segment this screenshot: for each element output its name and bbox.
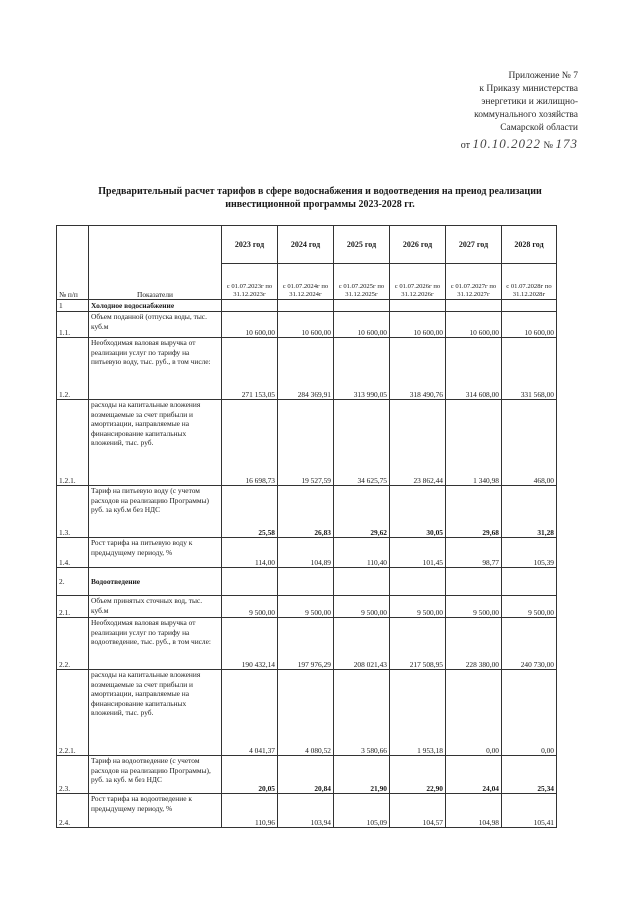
value-cell [222,568,278,596]
value-cell: 105,09 [334,794,390,828]
value-cell: 26,83 [278,486,334,538]
tariff-table [56,225,557,828]
table-row [57,794,557,828]
value-cell: 228 380,00 [446,618,502,670]
row-label: Объем принятых сточных вод, тыс. куб.м [89,596,222,618]
value-cell: 314 608,00 [446,338,502,400]
table-row [57,400,557,486]
value-cell: 110,96 [222,794,278,828]
value-cell: 114,00 [222,538,278,568]
table-row [57,486,557,538]
annex-line-5: Самарской области [500,123,578,133]
value-cell: 4 041,37 [222,670,278,756]
value-cell: 331 568,00 [502,338,557,400]
value-cell: 197 976,29 [278,618,334,670]
value-cell: 21,90 [334,756,390,794]
row-label: Необходимая валовая выручка от реализации услуг по тарифу на водоотведение, тыс. руб., в том числе: [89,618,222,670]
value-cell: 98,77 [446,538,502,568]
value-cell: 1 340,98 [446,400,502,486]
value-cell: 103,94 [278,794,334,828]
row-label: Рост тарифа на питьевую воду к предыдущему периоду, % [89,538,222,568]
table-row [57,596,557,618]
year-header: 2024 год [278,226,334,264]
row-number: 1 [57,300,89,312]
row-number: 2.2. [57,618,89,670]
value-cell: 101,45 [390,538,446,568]
value-cell: 0,00 [446,670,502,756]
year-header-row [57,226,557,264]
table-row [57,568,557,596]
order-number: 173 [555,136,578,151]
value-cell: 20,84 [278,756,334,794]
value-cell: 19 527,59 [278,400,334,486]
value-cell: 3 580,66 [334,670,390,756]
value-cell: 10 600,00 [222,312,278,338]
annex-block [428,70,578,155]
value-cell: 23 862,44 [390,400,446,486]
value-cell [502,300,557,312]
value-cell: 208 021,43 [334,618,390,670]
table-row [57,756,557,794]
value-cell: 24,04 [446,756,502,794]
period-header: с 01.07.2028г по 31.12.2028г [502,264,557,300]
order-date-number [428,137,578,155]
table-body [57,300,557,828]
value-cell: 9 500,00 [222,596,278,618]
value-cell: 104,57 [390,794,446,828]
row-number: 1.4. [57,538,89,568]
row-number: 2.1. [57,596,89,618]
annex-line-4: коммунального хозяйства [474,110,578,120]
value-cell: 10 600,00 [278,312,334,338]
period-header: с 01.07.2025г по 31.12.2025г [334,264,390,300]
year-header: 2027 год [446,226,502,264]
value-cell: 318 490,76 [390,338,446,400]
year-header: 2028 год [502,226,557,264]
indicator-header: Показатели [89,226,222,300]
table-row [57,670,557,756]
value-cell: 9 500,00 [502,596,557,618]
row-number: 1.2. [57,338,89,400]
row-number: 1.2.1. [57,400,89,486]
value-cell [390,300,446,312]
value-cell: 25,58 [222,486,278,538]
from-label: от [460,140,470,151]
value-cell: 34 625,75 [334,400,390,486]
value-cell [390,568,446,596]
annex-line-1: Приложение № 7 [508,71,578,81]
year-header: 2026 год [390,226,446,264]
row-label: Рост тарифа на водоотведение к предыдущему периоду, % [89,794,222,828]
row-number: 2.4. [57,794,89,828]
order-date: 10.10.2022 [472,136,541,151]
value-cell [278,300,334,312]
value-cell [278,568,334,596]
year-header: 2025 год [334,226,390,264]
annex-line-2: к Приказу министерства [479,84,578,94]
value-cell [222,300,278,312]
value-cell: 271 153,05 [222,338,278,400]
value-cell: 284 369,91 [278,338,334,400]
value-cell: 9 500,00 [334,596,390,618]
annex-line-3: энергетики и жилищно- [481,97,578,107]
document-title: Предварительный расчет тарифов в сфере водоснабжения и водоотведения на преиод реализации инвестиционной программы 2023-2028 гг. [98,186,542,210]
value-cell [446,300,502,312]
row-label: Тариф на водоотведение (с учетом расходов на реализацию Программы), руб. за куб. м без НДС [89,756,222,794]
value-cell: 240 730,00 [502,618,557,670]
value-cell: 9 500,00 [278,596,334,618]
row-label: Водоотведение [89,568,222,596]
value-cell: 31,28 [502,486,557,538]
value-cell [334,568,390,596]
value-cell: 313 990,05 [334,338,390,400]
value-cell: 105,39 [502,538,557,568]
value-cell: 0,00 [502,670,557,756]
row-label: расходы на капитальные вложения возмещаемые за счет прибыли и амортизации, направляемые на финансирование капитальных вложений, тыс. руб. [89,400,222,486]
value-cell [446,568,502,596]
period-header: с 01.07.2027г по 31.12.2027г [446,264,502,300]
value-cell: 10 600,00 [502,312,557,338]
period-header: с 01.07.2023г по 31.12.2023г [222,264,278,300]
value-cell [502,568,557,596]
value-cell: 104,89 [278,538,334,568]
value-cell: 20,05 [222,756,278,794]
value-cell: 1 953,18 [390,670,446,756]
value-cell: 4 080,52 [278,670,334,756]
num-header: № п/п [57,226,89,300]
value-cell: 190 432,14 [222,618,278,670]
value-cell: 30,05 [390,486,446,538]
row-number: 2.3. [57,756,89,794]
table-row [57,300,557,312]
row-label: Необходимая валовая выручка от реализации услуг по тарифу на питьевую воду, тыс. руб., в том числе: [89,338,222,400]
row-label: Холодное водоснабжение [89,300,222,312]
value-cell: 217 508,95 [390,618,446,670]
row-number: 1.1. [57,312,89,338]
period-header: с 01.07.2026г по 31.12.2026г [390,264,446,300]
table-row [57,618,557,670]
period-header: с 01.07.2024г по 31.12.2024г [278,264,334,300]
row-label: Тариф на питьевую воду (с учетом расходов на реализацию Программы) руб. за куб.м без НДС [89,486,222,538]
value-cell: 10 600,00 [390,312,446,338]
row-label: расходы на капитальные вложения возмещаемые за счет прибыли и амортизации, направляемые на финансирование капитальных вложений, тыс. руб. [89,670,222,756]
value-cell: 9 500,00 [390,596,446,618]
value-cell: 16 698,73 [222,400,278,486]
value-cell: 10 600,00 [446,312,502,338]
value-cell: 22,90 [390,756,446,794]
row-label: Объем поданной (отпуска воды, тыс. куб.м [89,312,222,338]
row-number: 1.3. [57,486,89,538]
value-cell: 29,62 [334,486,390,538]
value-cell: 468,00 [502,400,557,486]
value-cell: 9 500,00 [446,596,502,618]
number-label: № [543,140,553,151]
table-row [57,338,557,400]
value-cell: 29,68 [446,486,502,538]
year-header: 2023 год [222,226,278,264]
value-cell: 10 600,00 [334,312,390,338]
table-row [57,312,557,338]
value-cell: 110,40 [334,538,390,568]
table-row [57,538,557,568]
value-cell: 104,98 [446,794,502,828]
value-cell: 25,34 [502,756,557,794]
row-number: 2.2.1. [57,670,89,756]
value-cell: 105,41 [502,794,557,828]
row-number: 2. [57,568,89,596]
value-cell [334,300,390,312]
